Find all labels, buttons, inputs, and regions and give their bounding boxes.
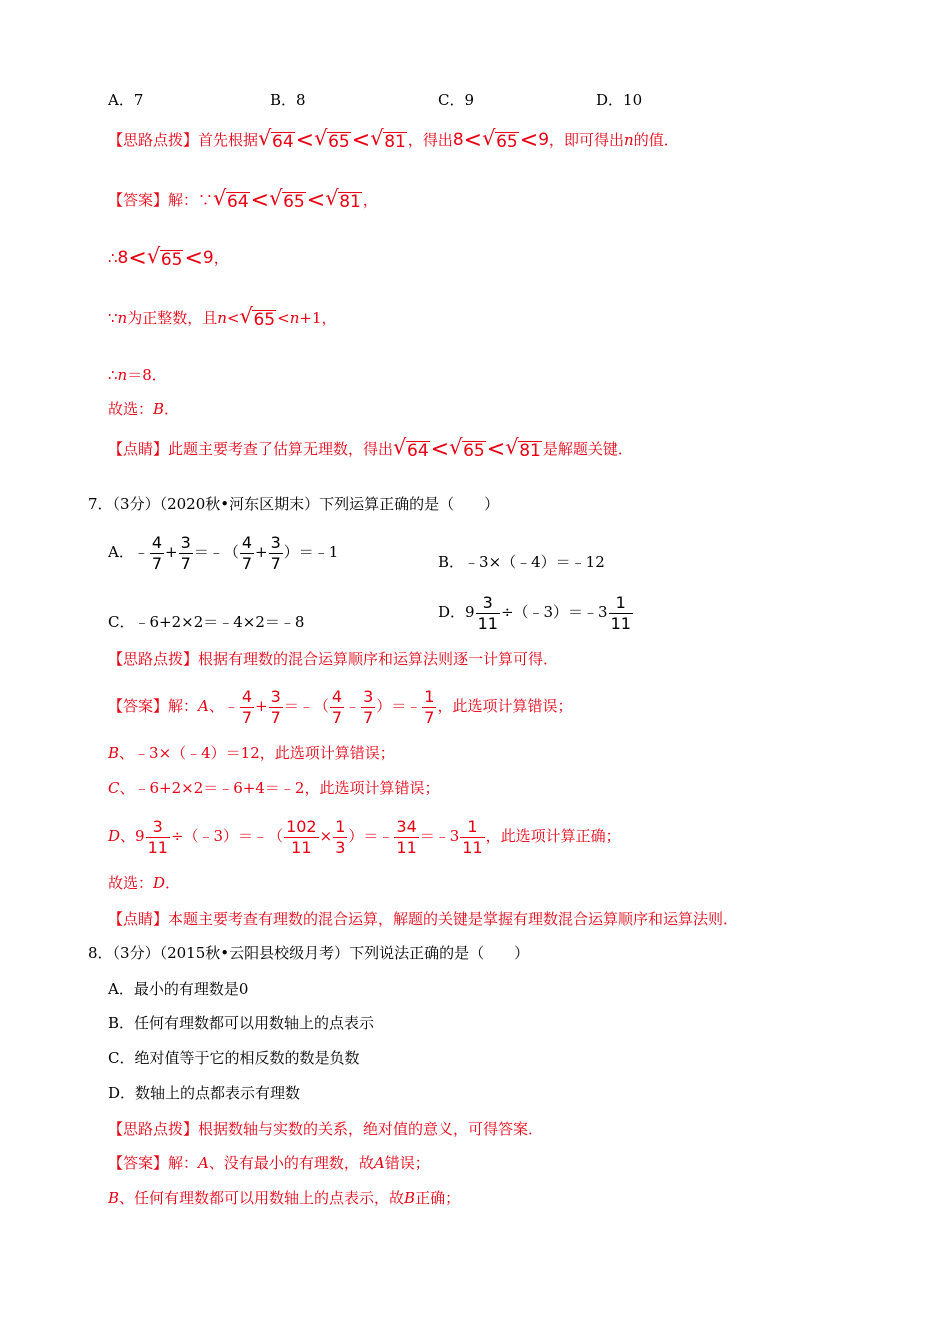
radicand: 64 <box>272 132 294 152</box>
text: 首先根据 <box>198 131 259 149</box>
fraction <box>269 687 283 728</box>
choice-letter: D <box>153 874 166 892</box>
option-letter: D <box>108 827 121 845</box>
numerator: 4 <box>241 686 253 706</box>
q7-choice <box>108 873 180 893</box>
option-letter: B <box>108 1189 120 1207</box>
fraction <box>476 593 500 634</box>
radicand: 65 <box>463 441 485 461</box>
denominator: 7 <box>363 707 374 727</box>
q7-option-d <box>438 590 634 634</box>
text: 、9 <box>120 827 145 845</box>
radicand: 81 <box>519 441 541 461</box>
option-label: D． <box>438 603 466 621</box>
sqrt <box>450 441 486 461</box>
text: ， <box>213 249 229 267</box>
number: 8 <box>452 130 464 150</box>
denominator: 7 <box>270 553 281 573</box>
text: 、没有最小的有理数，故 <box>208 1154 374 1172</box>
text: ． <box>164 400 180 418</box>
radicand: 65 <box>253 310 276 330</box>
q6-answer-line4 <box>108 365 167 385</box>
text: ﹣ <box>345 697 361 715</box>
denominator: 11 <box>462 837 483 857</box>
q6-option-c: C．9 <box>438 91 475 109</box>
numerator: 4 <box>331 686 343 706</box>
text: ＝8． <box>127 366 167 384</box>
fraction <box>284 817 319 858</box>
text: 、﹣ <box>208 697 239 715</box>
text: ＝﹣（ <box>283 697 329 715</box>
variable: n <box>117 309 128 327</box>
text: + <box>165 543 178 561</box>
fraction <box>179 533 193 574</box>
radicand: 81 <box>384 132 406 152</box>
fraction <box>361 687 375 728</box>
fraction <box>146 817 170 858</box>
text: ． <box>165 874 181 892</box>
fraction <box>394 817 418 858</box>
text: ，此选项计算正确； <box>485 827 621 845</box>
variable: n <box>289 309 300 327</box>
text: ，此选项计算错误； <box>437 697 573 715</box>
option-letter: A <box>198 697 209 715</box>
numerator: 3 <box>270 686 281 706</box>
fraction <box>269 533 283 574</box>
tip-tag: 【点睛】 <box>108 910 169 928</box>
option-letter: B <box>108 744 120 762</box>
q7-option-a <box>108 530 338 574</box>
denominator: 7 <box>424 707 435 727</box>
fraction <box>240 687 254 728</box>
radicand: 65 <box>283 192 305 212</box>
radicand: 81 <box>339 192 361 212</box>
denominator: 7 <box>331 707 343 727</box>
numerator: 1 <box>335 816 346 836</box>
q8-stem: 8．（3分）（2015秋•云阳县校级月考）下列说法正确的是（ ） <box>88 944 530 962</box>
text: ，得出 <box>407 131 453 149</box>
fraction <box>609 593 633 634</box>
numerator: 4 <box>151 532 163 552</box>
q6-option-d: D．10 <box>596 91 643 109</box>
q8-hint <box>108 1119 543 1139</box>
text: 此题主要考查了估算无理数，得出 <box>168 440 394 458</box>
q6-choice <box>108 399 179 419</box>
fraction <box>422 687 436 728</box>
numerator: 3 <box>146 817 170 838</box>
variable: n <box>217 309 227 327</box>
q8-option-b: B．任何有理数都可以用数轴上的点表示 <box>108 1014 375 1032</box>
q7-option-c: C．﹣6+2×2＝﹣4×2＝﹣8 <box>108 613 305 631</box>
text: ， <box>362 191 378 209</box>
text: ＝﹣3 <box>419 827 460 845</box>
text: 故选： <box>108 400 154 418</box>
q7-answer-c <box>108 778 439 798</box>
sqrt <box>214 192 250 212</box>
q7-answer-d <box>108 814 621 858</box>
sqrt <box>240 310 276 330</box>
text: 根据有理数的混合运算顺序和运算法则逐一计算可得． <box>198 650 559 668</box>
numerator: 3 <box>180 532 191 552</box>
numerator: 3 <box>476 593 500 614</box>
denominator: 11 <box>147 837 168 857</box>
text: ）＝﹣ <box>348 827 394 845</box>
text: 正确； <box>415 1189 461 1207</box>
text: ÷（﹣3）＝﹣3 <box>500 603 608 621</box>
denominator: 7 <box>241 553 253 573</box>
option-letter: A <box>373 1154 385 1172</box>
text: ÷（﹣3）＝﹣（ <box>170 827 284 845</box>
text: ）＝﹣1 <box>283 543 339 561</box>
variable: n <box>117 366 128 384</box>
q8-answer-b <box>108 1188 460 1208</box>
text: ）＝﹣ <box>376 697 422 715</box>
number: 8 <box>117 248 129 268</box>
radicand: 65 <box>328 132 350 152</box>
option-letter: B <box>404 1189 416 1207</box>
numerator: 1 <box>424 686 435 706</box>
because-symbol: ∵ <box>108 309 118 327</box>
text: 9 <box>465 603 475 621</box>
q7-answer-a <box>108 684 572 728</box>
text: ＝﹣（ <box>193 543 239 561</box>
fraction <box>333 817 347 858</box>
denominator: 11 <box>610 613 631 633</box>
hint-tag: 【思路点拨】 <box>108 1120 199 1138</box>
denominator: 11 <box>396 837 417 857</box>
sqrt <box>259 132 295 152</box>
text: 错误； <box>384 1154 430 1172</box>
text: 根据数轴与实数的关系，绝对值的意义，可得答案． <box>198 1120 544 1138</box>
less-than: < <box>226 309 240 327</box>
text: 的值． <box>633 131 679 149</box>
denominator: 7 <box>151 553 163 573</box>
q6-answer-line3 <box>108 308 337 330</box>
numerator: 102 <box>286 816 317 836</box>
numerator: 1 <box>460 817 484 838</box>
q6-option-a: A．7 <box>108 91 144 109</box>
sqrt <box>506 441 542 461</box>
denominator: 7 <box>270 707 281 727</box>
q8-option-a: A．最小的有理数是0 <box>108 980 249 998</box>
text: 、任何有理数都可以用数轴上的点表示，故 <box>119 1189 405 1207</box>
sqrt <box>483 132 519 152</box>
q7-tip <box>108 909 738 929</box>
denominator: 7 <box>180 553 191 573</box>
radicand: 64 <box>227 192 249 212</box>
text: 故选： <box>108 874 154 892</box>
fraction <box>460 817 484 858</box>
option-label: A． <box>108 543 134 561</box>
sqrt <box>148 250 184 270</box>
q7-hint <box>108 649 558 669</box>
text: 、﹣3×（﹣4）＝12，此选项计算错误； <box>119 744 395 762</box>
q6-answer-line1: 【答案】解：∵√ 64<√ 65<√ 81 ， <box>108 190 378 212</box>
q8-option-c: C．绝对值等于它的相反数的数是负数 <box>108 1049 360 1067</box>
denominator: 7 <box>241 707 253 727</box>
sqrt <box>270 192 306 212</box>
text: ﹣ <box>133 543 149 561</box>
text: 本题主要考查有理数的混合运算，解题的关键是掌握有理数混合运算顺序和运算法则． <box>168 910 739 928</box>
option-letter: C <box>108 779 120 797</box>
numerator: 3 <box>270 532 281 552</box>
number: 9 <box>538 130 550 150</box>
denominator: 11 <box>291 837 312 857</box>
fraction <box>330 687 344 728</box>
q6-answer-line2: ∴8<√ 65<9， <box>108 248 229 270</box>
sqrt <box>371 132 407 152</box>
q6-hint: 【思路点拨】首先根据√ 64<√ 65<√ 81 ，得出8<√ 65<9，即可得出n的值． <box>108 130 679 152</box>
answer-tag: 【答案】 <box>108 1154 169 1172</box>
text: + <box>255 543 268 561</box>
fraction <box>240 533 254 574</box>
text: +1， <box>299 309 337 327</box>
number: 9 <box>202 248 214 268</box>
text: × <box>319 827 333 845</box>
radicand: 65 <box>160 250 183 270</box>
text: 解： <box>168 1154 199 1172</box>
q7-stem: 7．（3分）（2020秋•河东区期末）下列运算正确的是（ ） <box>88 495 500 513</box>
text: + <box>255 697 268 715</box>
less-than: < <box>277 309 290 327</box>
hint-tag: 【思路点拨】 <box>108 131 199 149</box>
tip-tag: 【点睛】 <box>108 440 169 458</box>
q7-answer-b <box>108 743 395 763</box>
numerator: 3 <box>363 686 374 706</box>
numerator: 1 <box>609 593 633 614</box>
radicand: 64 <box>407 441 429 461</box>
sqrt <box>315 132 351 152</box>
numerator: 34 <box>396 816 417 836</box>
text: 、﹣6+2×2＝﹣6+4＝﹣2，此选项计算错误； <box>119 779 440 797</box>
denominator: 11 <box>477 613 498 633</box>
q8-answer-a <box>108 1153 430 1173</box>
fraction <box>150 533 164 574</box>
text: ，即可得出 <box>549 131 625 149</box>
answer-tag: 【答案】 <box>108 697 169 715</box>
sqrt <box>394 441 430 461</box>
numerator: 4 <box>241 532 253 552</box>
therefore-symbol: ∴ <box>108 366 118 384</box>
therefore-symbol: ∴ <box>108 249 118 267</box>
sqrt <box>326 192 362 212</box>
text: 为正整数，且 <box>127 309 218 327</box>
q7-option-b: B．﹣3×（﹣4）＝﹣12 <box>438 553 605 571</box>
variable: n <box>624 131 634 149</box>
choice-letter: B <box>153 400 165 418</box>
q6-option-b: B．8 <box>270 91 306 109</box>
option-letter: A <box>198 1154 209 1172</box>
text: 解： <box>168 697 199 715</box>
q8-option-d: D．数轴上的点都表示有理数 <box>108 1084 301 1102</box>
text: 是解题关键． <box>542 440 633 458</box>
hint-tag: 【思路点拨】 <box>108 650 199 668</box>
q6-tip: 【点睛】此题主要考查了估算无理数，得出√ 64<√ 65<√ 81 是解题关键． <box>108 439 633 461</box>
radicand: 65 <box>496 132 518 152</box>
text: 解：∵ <box>168 191 214 209</box>
answer-tag: 【答案】 <box>108 191 169 209</box>
denominator: 3 <box>335 837 346 857</box>
